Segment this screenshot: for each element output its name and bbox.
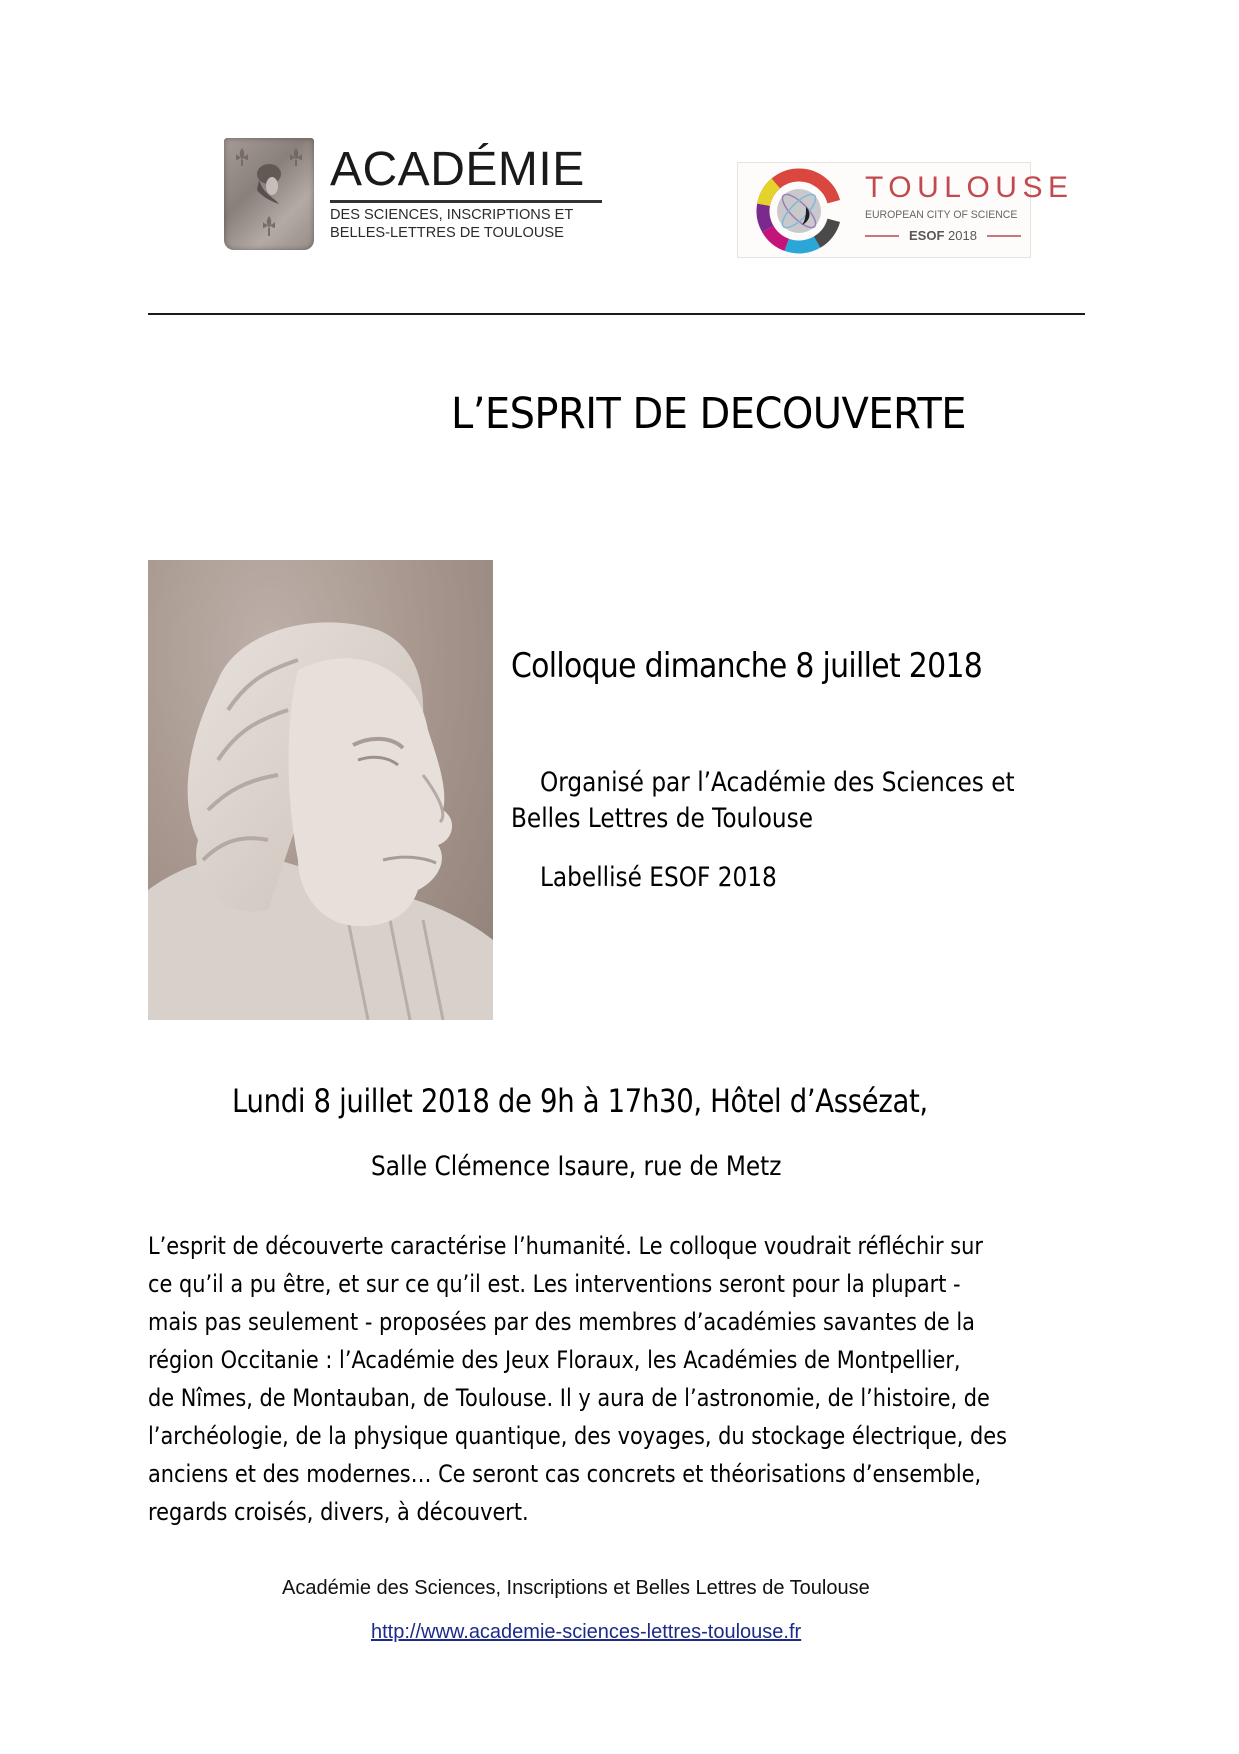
toulouse-logo-title: TOULOUSE [865,171,1074,204]
esof-label-text: Labellisé ESOF 2018 [540,862,777,893]
event-date-place: Lundi 8 juillet 2018 de 9h à 17h30, Hôtel d’Assézat, [232,1082,928,1120]
crest-emblem-icon [224,138,314,250]
paragraph-line: ce qu’il a pu être, et sur ce qu’il est. Les interventions seront pour la plupart - [148,1270,961,1298]
event-room: Salle Clémence Isaure, rue de Metz [371,1151,782,1182]
paragraph-line: L’esprit de découverte caractérise l’humanité. Le colloque voudrait réfléchir sur [148,1232,983,1260]
paragraph-line: anciens et des modernes… Ce seront cas concrets et théorisations d’ensemble, [148,1460,982,1488]
paragraph-line: mais pas seulement - proposées par des membres d’académies savantes de la [148,1308,975,1336]
organizer-line-1: Organisé par l’Académie des Sciences et [540,767,1015,798]
color-ring-globe-icon [750,167,850,255]
esof-dash-right [987,235,1021,237]
toulouse-logo-subtitle: EUROPEAN CITY OF SCIENCE [865,209,1018,221]
academie-logo-subtitle-2: BELLES-LETTRES DE TOULOUSE [330,225,564,241]
footer-organization: Académie des Sciences, Inscriptions et Belles Lettres de Toulouse [282,1577,870,1599]
bust-portrait-image [148,560,493,1020]
colloque-date: Colloque dimanche 8 juillet 2018 [511,646,983,686]
ring-segment [787,242,817,247]
toulouse-esof-logo [737,162,1074,258]
organizer-line-2: Belles Lettres de Toulouse [511,803,814,834]
paragraph-line: regards croisés, divers, à découvert. [148,1498,529,1526]
paragraph-line: de Nîmes, de Montauban, de Toulouse. Il y aura de l’astronomie, de l’histoire, de [148,1384,990,1412]
esof-label [909,228,977,243]
ring-segment [768,229,787,245]
ring-segment [764,183,776,204]
paragraph-line: l’archéologie, de la physique quantique, des voyages, du stockage électrique, des [148,1422,1008,1450]
header-divider [148,313,1085,315]
academie-logo-rule [330,200,602,203]
academie-logo-title: ACADÉMIE [330,143,585,196]
page-title: L’ESPRIT DE DECOUVERTE [451,389,966,439]
esof-dash-left [865,235,899,237]
academie-logo [224,138,604,258]
academie-logo-subtitle-1: DES SCIENCES, INSCRIPTIONS ET [330,207,574,223]
esof-year: 2018 [948,228,977,243]
footer-website-link[interactable]: http://www.academie-sciences-lettres-toulouse.fr [371,1621,802,1643]
paragraph-line: région Occitanie : l’Académie des Jeux Floraux, les Académies de Montpellier, [148,1346,961,1374]
ring-segment [763,205,768,229]
esof-tagline [865,227,1021,245]
esof-bold: ESOF [909,228,945,243]
ring-segment [817,220,834,242]
